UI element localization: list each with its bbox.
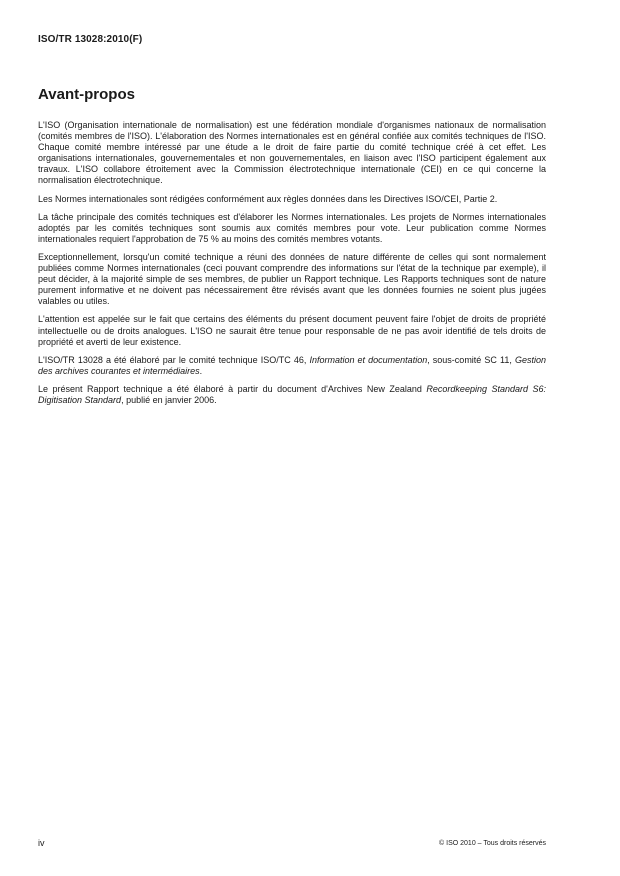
page-number: iv [38,838,45,848]
p7-italic-1: Recordkeeping Standard S6: Digitisation Standard [38,383,546,405]
paragraph-3: La tâche principale des comités techniques est d'élaborer les Normes internationales. Les projets de Normes internationales adoptés par les comités techniques sont soumis aux comités membres pour vote. Leur publication comme Normes internationales requiert l'approbation de 75 % au moins des comités membres votants. [38,211,546,244]
document-id-header: ISO/TR 13028:2010(F) [38,34,143,45]
paragraph-6 [38,355,546,377]
paragraph-5: L'attention est appelée sur le fait que certains des éléments du présent document peuvent faire l'objet de droits de propriété intellectuelle ou de droits analogues. L'ISO ne saurait être tenue pour responsable de ne pas avoir identifié de tels droits de propriété et averti de leur existence. [38,314,546,347]
foreword-body [38,120,546,413]
copyright-notice: © ISO 2010 – Tous droits réservés [439,840,546,847]
p7-text-1: Le présent Rapport technique a été élaboré à partir du document d'Archives New Zealand [38,383,427,394]
p6-text-3: . [199,365,203,376]
page-title: Avant-propos [38,86,135,103]
p6-italic-1: Information et documentation [309,354,428,365]
p6-text-2: , sous-comité SC 11, [427,354,515,365]
paragraph-4: Exceptionnellement, lorsqu'un comité technique a réuni des données de nature différente de celles qui sont normalement publiées comme Normes internationales (ceci pouvant comprendre des informations sur l'état de la technique par exemple), il peut décider, à la majorité simple de ses membres, de publier un Rapport technique. Les Rapports techniques sont de nature purement informative et ne doivent pas nécessairement être révisés avant que les données fournies ne soient plus jugées valables ou utiles. [38,251,546,307]
paragraph-1: L'ISO (Organisation internationale de normalisation) est une fédération mondiale d'organismes nationaux de normalisation (comités membres de l'ISO). L'élaboration des Normes internationales est en général confiée aux comités techniques de l'ISO. Chaque comité membre intéressé par une étude a le droit de faire partie du comité technique créé à cet effet. Les organisations internationales, gouvernementales et non gouvernementales, en liaison avec l'ISO participent également aux travaux. L'ISO collabore étroitement avec la Commission électrotechnique internationale (CEI) en ce qui concerne la normalisation électrotechnique. [38,120,546,186]
paragraph-7 [38,384,546,406]
p7-text-2: , publié en janvier 2006. [121,394,217,405]
p6-text-1: L'ISO/TR 13028 a été élaboré par le comité technique ISO/TC 46, [38,354,310,365]
paragraph-2: Les Normes internationales sont rédigées conformément aux règles données dans les Directives ISO/CEI, Partie 2. [38,193,498,204]
p6-italic-2: Gestion des archives courantes et intermédiaires [38,354,546,376]
